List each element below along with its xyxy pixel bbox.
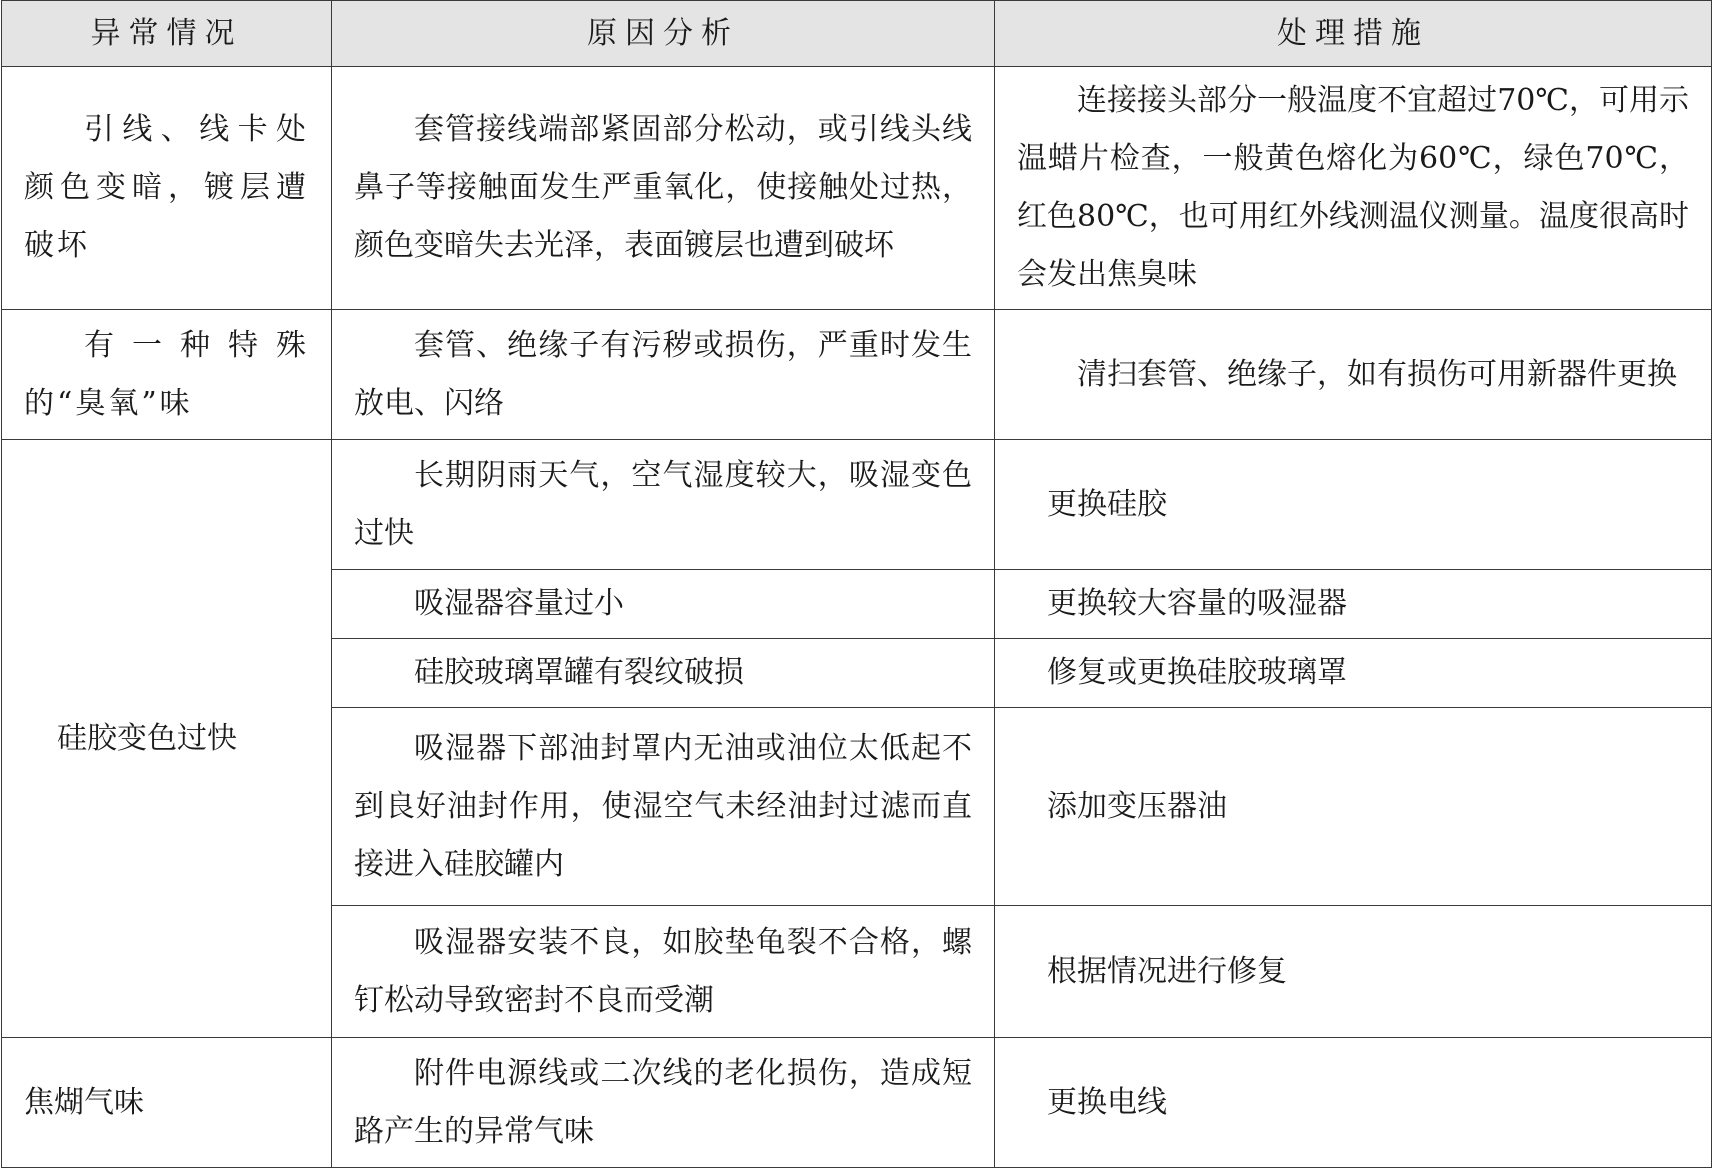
table-row (2, 1038, 1712, 1168)
measure-cell: 更换电线 (995, 1038, 1712, 1168)
measure-cell: 更换硅胶 (995, 440, 1712, 570)
anomaly-cell: 硅胶变色过快 (2, 440, 332, 1038)
anomaly-cell: 有一种特殊的“臭氧”味 (2, 310, 332, 440)
cause-cell: 附件电源线或二次线的老化损伤，造成短路产生的异常气味 (332, 1038, 995, 1168)
table-row (2, 310, 1712, 440)
measure-cell: 更换较大容量的吸湿器 (995, 570, 1712, 639)
cause-cell: 吸湿器安装不良，如胶垫龟裂不合格，螺钉松动导致密封不良而受潮 (332, 906, 995, 1038)
table-row (2, 67, 1712, 310)
table-header-row (2, 1, 1712, 67)
cause-cell: 套管接线端部紧固部分松动，或引线头线鼻子等接触面发生严重氧化，使接触处过热，颜色变暗失去光泽，表面镀层也遭到破坏 (332, 67, 995, 310)
cause-cell: 长期阴雨天气，空气湿度较大，吸湿变色过快 (332, 440, 995, 570)
header-anomaly: 异常情况 (2, 1, 332, 67)
measure-cell: 修复或更换硅胶玻璃罩 (995, 639, 1712, 708)
measure-cell: 根据情况进行修复 (995, 906, 1712, 1038)
measure-cell: 清扫套管、绝缘子，如有损伤可用新器件更换 (995, 310, 1712, 440)
header-measure: 处理措施 (995, 1, 1712, 67)
anomaly-cell: 引线、线卡处颜色变暗，镀层遭破坏 (2, 67, 332, 310)
cause-cell: 吸湿器下部油封罩内无油或油位太低起不到良好油封作用，使湿空气未经油封过滤而直接进入硅胶罐内 (332, 708, 995, 906)
measure-cell: 添加变压器油 (995, 708, 1712, 906)
cause-cell: 硅胶玻璃罩罐有裂纹破损 (332, 639, 995, 708)
cause-cell: 套管、绝缘子有污秽或损伤，严重时发生放电、闪络 (332, 310, 995, 440)
measure-cell: 连接接头部分一般温度不宜超过70℃，可用示温蜡片检查，一般黄色熔化为60℃，绿色70℃，红色80℃，也可用红外线测温仪测量。温度很高时会发出焦臭味 (995, 67, 1712, 310)
abnormal-conditions-table (1, 0, 1712, 1168)
table-row (2, 440, 1712, 570)
cause-cell: 吸湿器容量过小 (332, 570, 995, 639)
anomaly-cell: 焦煳气味 (2, 1038, 332, 1168)
header-cause: 原因分析 (332, 1, 995, 67)
